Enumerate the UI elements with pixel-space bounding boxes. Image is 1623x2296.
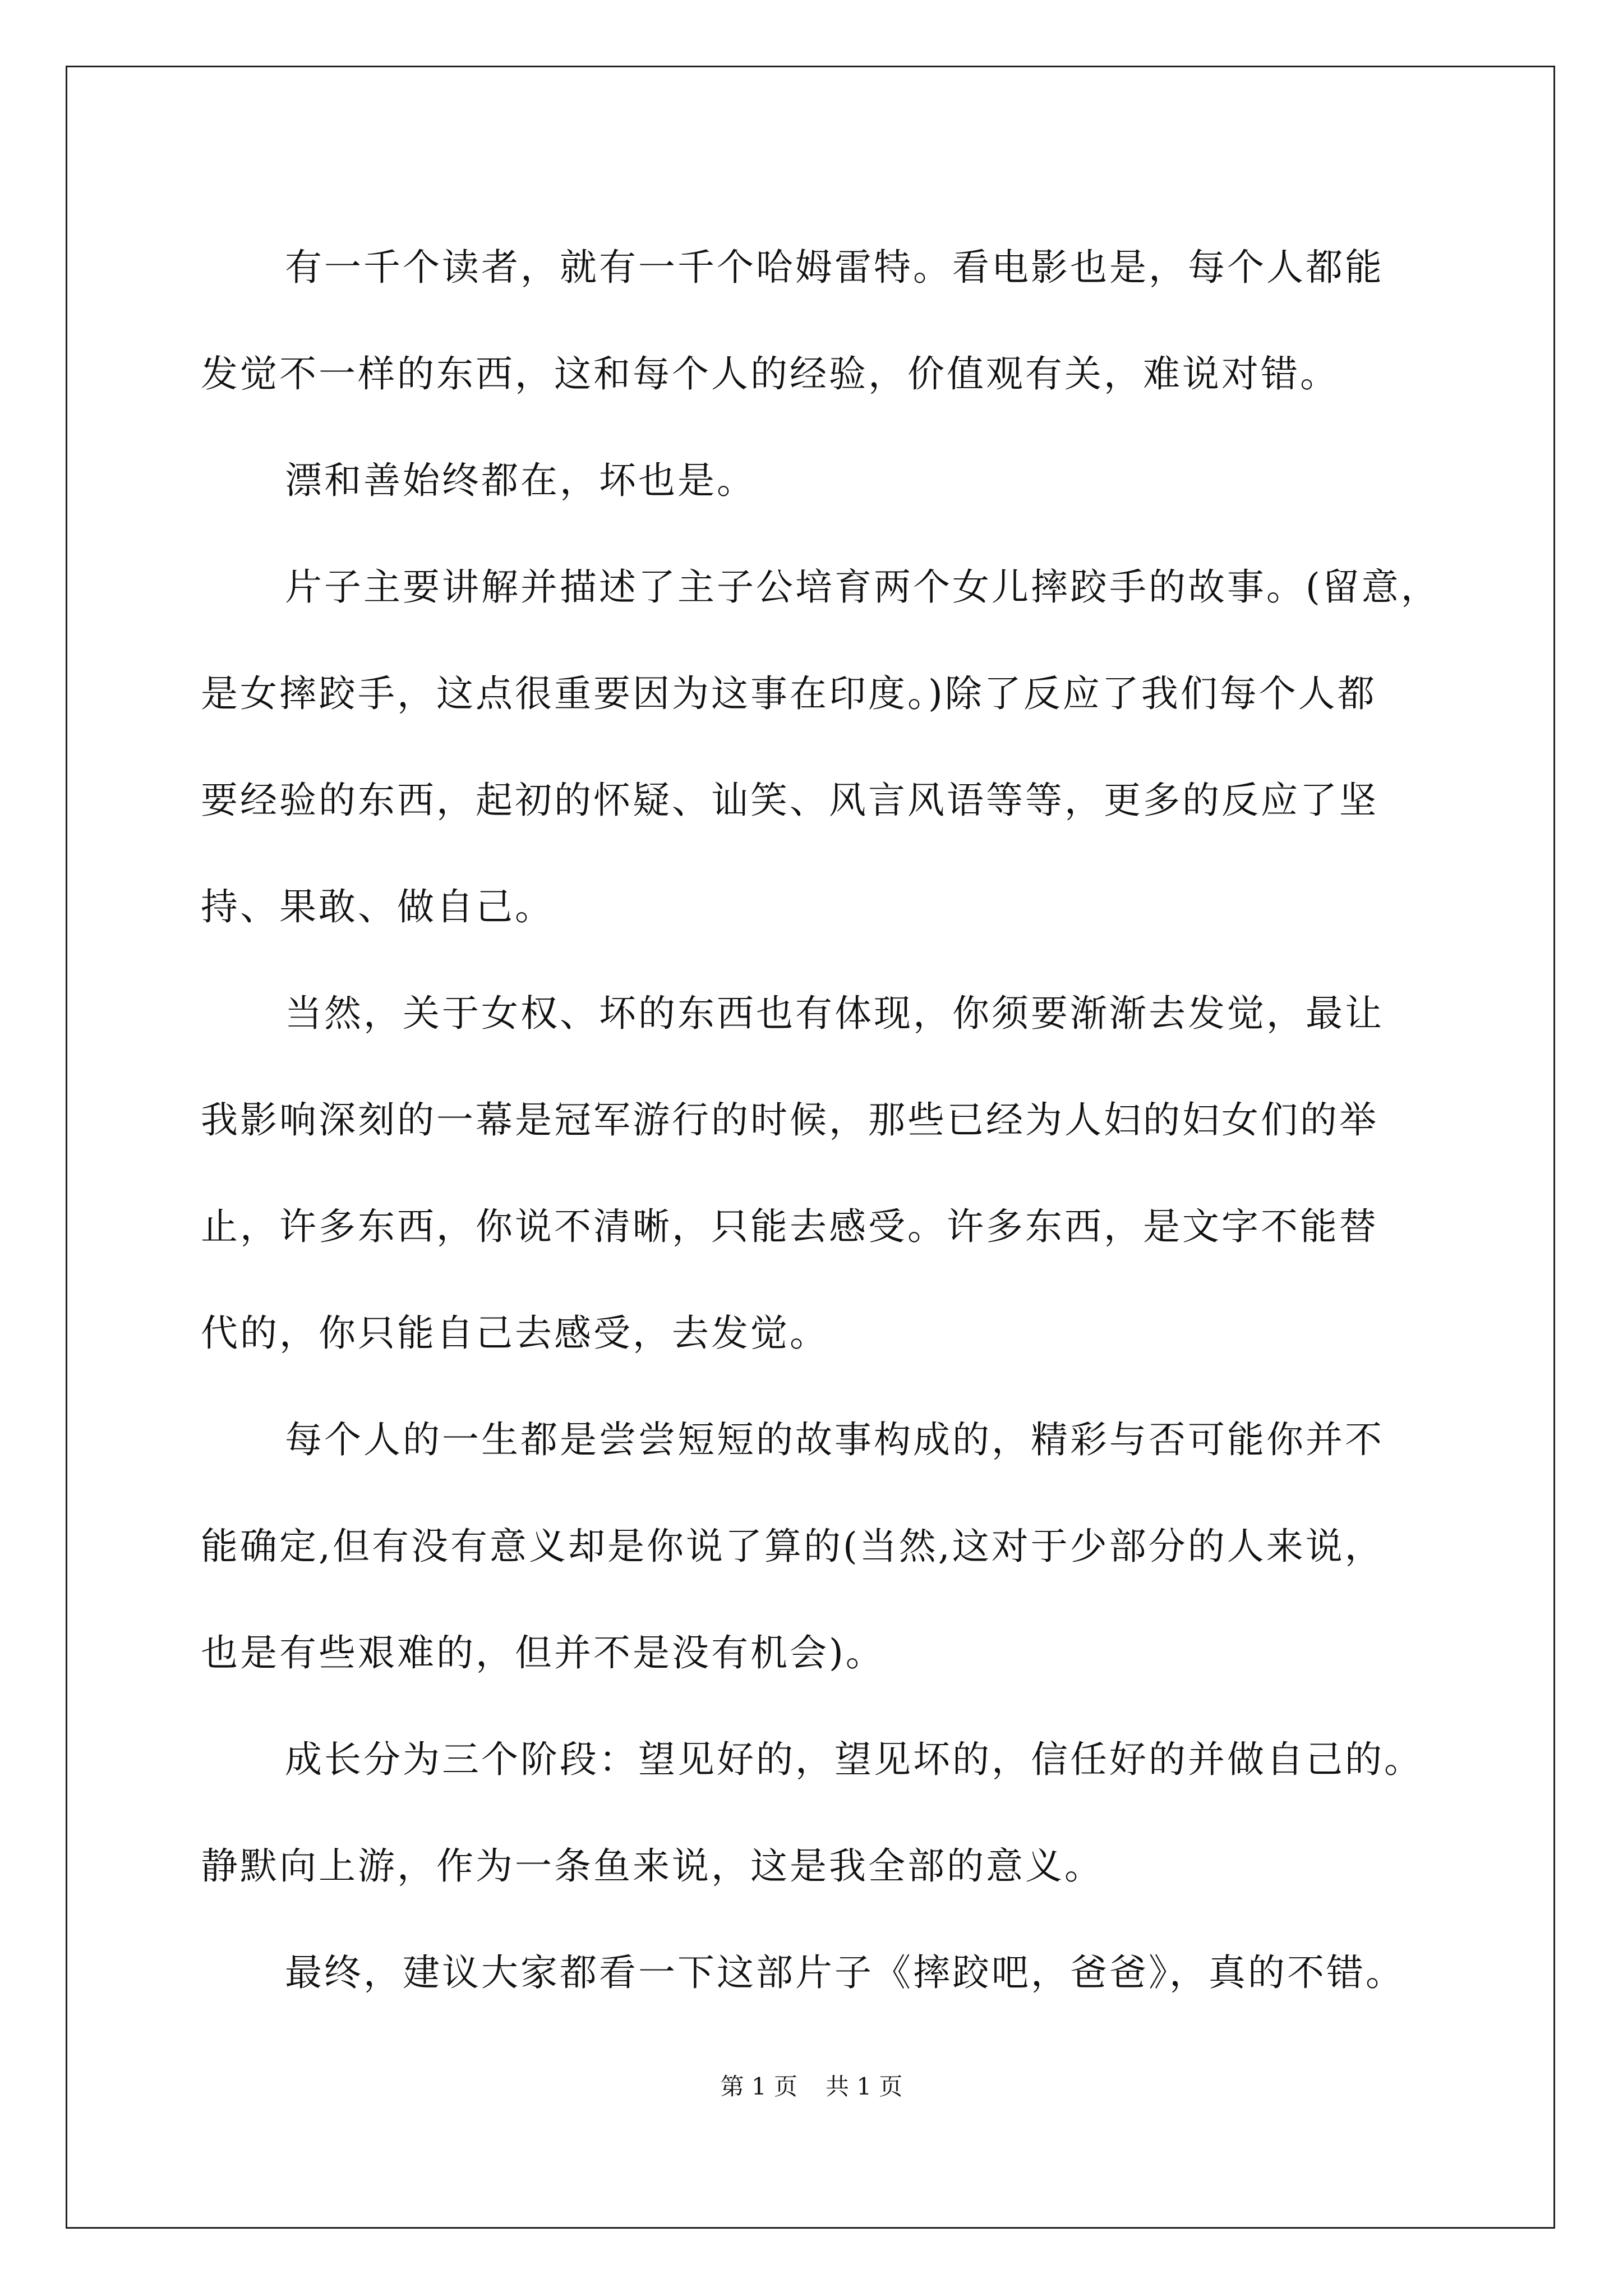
- paragraph-5: [201, 1387, 1423, 1706]
- paragraph-3: [201, 534, 1440, 960]
- paragraph-line: 当然，关于女权、坏的东西也有体现，你须要渐渐去发觉，最让: [285, 992, 1384, 1035]
- page-footer: [0, 2070, 1623, 2104]
- paragraph-line: 要经验的东西，起初的怀疑、讪笑、风言风语等等，更多的反应了坚: [201, 779, 1378, 822]
- paragraph-line: 能确定,但有没有意义却是你说了算的(当然,这对于少部分的人来说，: [201, 1525, 1384, 1568]
- document-body: [201, 214, 1440, 2026]
- paragraph-line: 是女摔跤手，这点很重要因为这事在印度。)除了反应了我们每个人都: [201, 672, 1377, 715]
- paragraph-line: 有一千个读者，就有一千个哈姆雷特。看电影也是，每个人都能: [285, 246, 1384, 289]
- paragraph-2: [201, 427, 1423, 534]
- paragraph-line: 发觉不一样的东西，这和每个人的经验，价值观有关，难说对错。: [201, 352, 1339, 395]
- paragraph-line: 也是有些艰难的，但并不是没有机会)。: [201, 1631, 885, 1674]
- paragraph-line: 最终，建议大家都看一下这部片子《摔跤吧，爸爸》，真的不错。: [285, 1951, 1405, 1994]
- paragraph-line: 每个人的一生都是尝尝短短的故事构成的，精彩与否可能你并不: [285, 1418, 1384, 1461]
- paragraph-7: [201, 1920, 1423, 2026]
- paragraph-line: 我影响深刻的一幕是冠军游行的时候，那些已经为人妇的妇女们的举: [201, 1098, 1378, 1142]
- paragraph-line: 成长分为三个阶段：望见好的，望见坏的，信任好的并做自己的。: [285, 1738, 1423, 1781]
- page-number: 第 1 页: [720, 2073, 797, 2100]
- paragraph-1: [201, 214, 1423, 427]
- paragraph-4: [201, 960, 1423, 1387]
- paragraph-line: 代的，你只能自己去感受，去发觉。: [201, 1312, 829, 1355]
- paragraph-line: 持、果敢、做自己。: [201, 885, 554, 928]
- paragraph-line: 漂和善始终都在，坏也是。: [285, 459, 756, 502]
- paragraph-line: 静默向上游，作为一条鱼来说，这是我全部的意义。: [201, 1844, 1104, 1888]
- paragraph-6: [201, 1706, 1423, 1920]
- paragraph-line: 片子主要讲解并描述了主子公培育两个女儿摔跤手的故事。(留意，: [285, 565, 1440, 609]
- page-total: 共 1 页: [826, 2073, 903, 2100]
- paragraph-line: 止，许多东西，你说不清晰，只能去感受。许多东西，是文字不能替: [201, 1205, 1378, 1248]
